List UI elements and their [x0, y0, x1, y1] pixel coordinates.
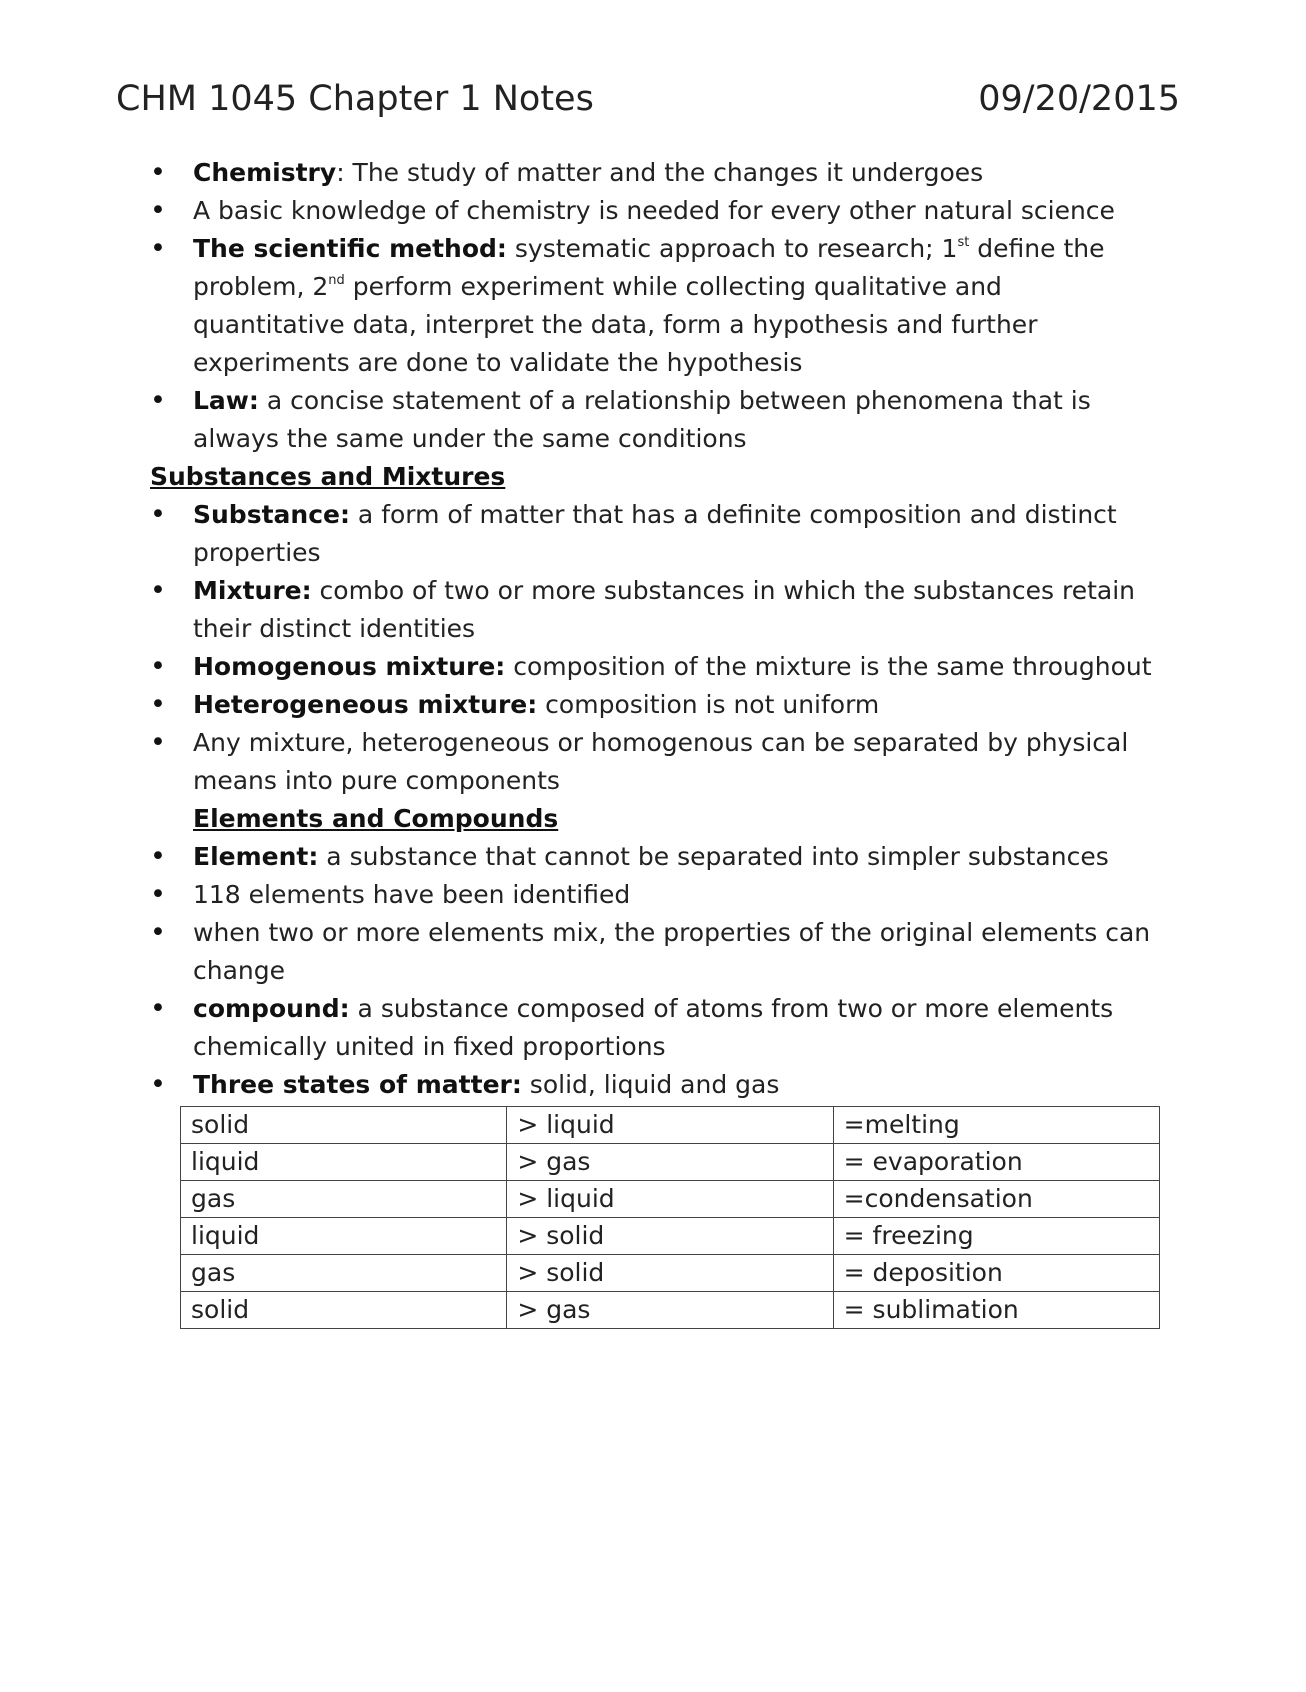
table-cell: > liquid [507, 1181, 833, 1218]
definition-text: systematic approach to research; 1 [506, 234, 958, 263]
intro-list [150, 154, 1160, 458]
phase-change-table [180, 1106, 1160, 1329]
term-label: compound: [193, 994, 350, 1023]
list-item [150, 192, 1160, 230]
list-item [150, 572, 1160, 648]
definition-text: composition is not uniform [537, 690, 880, 719]
table-cell: = sublimation [833, 1292, 1159, 1329]
definition-text: when two or more elements mix, the properties of the original elements can change [193, 918, 1151, 985]
table-cell: > gas [507, 1292, 833, 1329]
definition-text: a concise statement of a relationship between phenomena that is always the same under the same conditions [193, 386, 1091, 453]
list-item [150, 914, 1160, 990]
list-item [150, 686, 1160, 724]
definition-text: perform experiment while collecting qualitative and quantitative data, interpret the data, form a hypothesis and further experiments are done to validate the hypothesis [193, 272, 1038, 377]
table-row [181, 1107, 1160, 1144]
table-cell: > solid [507, 1218, 833, 1255]
list-item [150, 990, 1160, 1066]
definition-text: composition of the mixture is the same throughout [505, 652, 1152, 681]
term-label: Chemistry [193, 158, 337, 187]
table-row [181, 1218, 1160, 1255]
list-item [150, 1066, 1160, 1104]
table-cell: =melting [833, 1107, 1159, 1144]
definition-text: a substance that cannot be separated into simpler substances [318, 842, 1109, 871]
list-item [150, 154, 1160, 192]
list-item [150, 648, 1160, 686]
term-label: Homogenous mixture: [193, 652, 506, 681]
definition-text: : The study of matter and the changes it undergoes [336, 158, 984, 187]
table-cell: gas [181, 1181, 507, 1218]
table-row [181, 1292, 1160, 1329]
table-row [181, 1181, 1160, 1218]
list-item [150, 496, 1160, 572]
definition-text: solid, liquid and gas [521, 1070, 780, 1099]
table-cell: solid [181, 1292, 507, 1329]
elements-list [150, 838, 1160, 1104]
term-label: The scientific method: [193, 234, 507, 263]
term-label: Heterogeneous mixture: [193, 690, 538, 719]
definition-text: a substance composed of atoms from two or more elements chemically united in fixed proportions [193, 994, 1114, 1061]
section-heading-substances: Substances and Mixtures [150, 462, 506, 491]
list-item [150, 230, 1160, 382]
table-cell: > solid [507, 1255, 833, 1292]
table-cell: > liquid [507, 1107, 833, 1144]
table-cell: = evaporation [833, 1144, 1159, 1181]
definition-text: define the problem, 2 [193, 234, 1105, 301]
list-item [150, 724, 1160, 800]
table-cell: = freezing [833, 1218, 1159, 1255]
term-label: Element: [193, 842, 319, 871]
substances-list [150, 496, 1160, 800]
definition-text: a form of matter that has a definite composition and distinct properties [193, 500, 1117, 567]
list-item [150, 838, 1160, 876]
list-item [150, 876, 1160, 914]
ordinal-suffix: st [957, 235, 970, 250]
term-label: Substance: [193, 500, 350, 529]
table-cell: solid [181, 1107, 507, 1144]
table-cell: =condensation [833, 1181, 1159, 1218]
table-cell: > gas [507, 1144, 833, 1181]
table-cell: gas [181, 1255, 507, 1292]
table-cell: = deposition [833, 1255, 1159, 1292]
page-header [116, 74, 1180, 124]
definition-text: combo of two or more substances in which the substances retain their distinct identities [193, 576, 1135, 643]
ordinal-suffix: nd [328, 273, 345, 288]
definition-text: Any mixture, heterogeneous or homogenous can be separated by physical means into pure components [193, 728, 1129, 795]
table-cell: liquid [181, 1144, 507, 1181]
notes-content [150, 154, 1160, 1329]
table-row [181, 1144, 1160, 1181]
table-row [181, 1255, 1160, 1292]
list-item [150, 382, 1160, 458]
term-label: Law: [193, 386, 259, 415]
term-label: Mixture: [193, 576, 312, 605]
definition-text: A basic knowledge of chemistry is needed for every other natural science [193, 196, 1115, 225]
document-date: 09/20/2015 [978, 79, 1180, 119]
definition-text: 118 elements have been identified [193, 880, 631, 909]
section-heading-elements: Elements and Compounds [193, 804, 559, 833]
term-label: Three states of matter: [193, 1070, 522, 1099]
document-title: CHM 1045 Chapter 1 Notes [116, 79, 594, 119]
table-cell: liquid [181, 1218, 507, 1255]
